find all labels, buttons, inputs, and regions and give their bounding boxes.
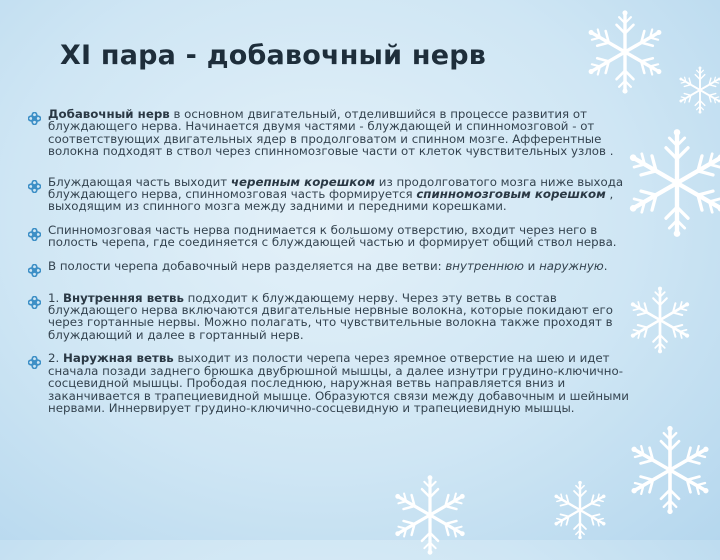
term-text: Наружная ветвь bbox=[63, 351, 174, 366]
list-item bbox=[28, 224, 638, 249]
bullet-list bbox=[28, 108, 638, 414]
body-text: В полости черепа добавочный нерв разделяется на две ветви: bbox=[48, 258, 446, 273]
bullet-icon bbox=[28, 108, 48, 129]
page-title: XI пара - добавочный нерв bbox=[60, 40, 487, 71]
snowflake-icon bbox=[670, 60, 720, 120]
body-text: подходит к блуждающему нерву. Через эту ветвь в состав блуждающего нерва включаются двигательные нервные волокна, которые покидают его через гортанные нервы. Можно полагать, что чувствительные волокна также проходят в блуждающий и далее в гортанный нерв. bbox=[48, 290, 613, 342]
bullet-icon bbox=[28, 260, 48, 281]
term-text: наружную bbox=[539, 258, 604, 273]
bullet-text bbox=[48, 176, 638, 213]
bullet-text bbox=[48, 292, 638, 342]
bullet-icon bbox=[28, 352, 48, 373]
body-text: 2. bbox=[48, 351, 64, 366]
bullet-icon bbox=[28, 224, 48, 245]
bullet-text bbox=[48, 224, 638, 249]
bullet-text bbox=[48, 108, 638, 158]
snowflake-icon bbox=[545, 475, 615, 545]
snowflake-icon bbox=[385, 470, 475, 560]
term-text: черепным корешком bbox=[230, 174, 376, 189]
bullet-text bbox=[48, 260, 608, 272]
snowflake-icon bbox=[575, 2, 675, 102]
snowflake-icon bbox=[620, 420, 720, 520]
body-text: Спинномозговая часть нерва поднимается к большому отверстию, входит через него в полость черепа, где соединяется с блуждающей частью и формирует общий ствол нерва. bbox=[48, 222, 617, 250]
body-text: выходит из полости черепа через яремное отверстие на шею и идет сначала позади заднего брюшка двубрюшной мышцы, а далее изнутри грудино-ключично-сосцевидной мышцы. Прободая последнюю, наружная ветвь направляется вниз и заканчивается в трапециевидной мышце. Образуются связи между добавочным и шейными нервами. Иннервирует грудино-ключично-сосцевидную и трапециевидную мышцы. bbox=[48, 351, 629, 415]
body-text: в основном двигательный, отделившийся в процессе развития от блуждающего нерва. Начинается двумя частями - блуждающей и спинномозговой - от соответствующих двигательных ядер в продолговатом и спинном мозге. Афферентные волокна подходят в ствол через спинномозговые части от клеток чувствительных узлов . bbox=[48, 107, 614, 159]
term-text: Добавочный нерв bbox=[48, 107, 170, 121]
body-text: из продолговатого мозга ниже выхода блуждающего нерва, спинномозговая часть формируется bbox=[48, 174, 624, 202]
body-text: , выходящим из спинного мозга между задними и передними корешками. bbox=[48, 187, 614, 214]
term-text: Внутренняя ветвь bbox=[63, 290, 184, 305]
list-item bbox=[28, 108, 638, 158]
bullet-icon bbox=[28, 292, 48, 313]
body-text: Блуждающая часть выходит bbox=[48, 174, 231, 189]
list-item bbox=[28, 292, 638, 342]
list-item bbox=[28, 352, 638, 414]
body-text: . bbox=[603, 258, 608, 273]
body-text: и bbox=[523, 258, 540, 273]
term-text: внутреннюю bbox=[445, 258, 524, 273]
list-item bbox=[28, 260, 638, 281]
bullet-text bbox=[48, 352, 638, 414]
term-text: спинномозговым корешком bbox=[416, 187, 606, 202]
bullet-icon bbox=[28, 176, 48, 197]
body-text: 1. bbox=[48, 290, 64, 305]
list-item bbox=[28, 176, 638, 213]
